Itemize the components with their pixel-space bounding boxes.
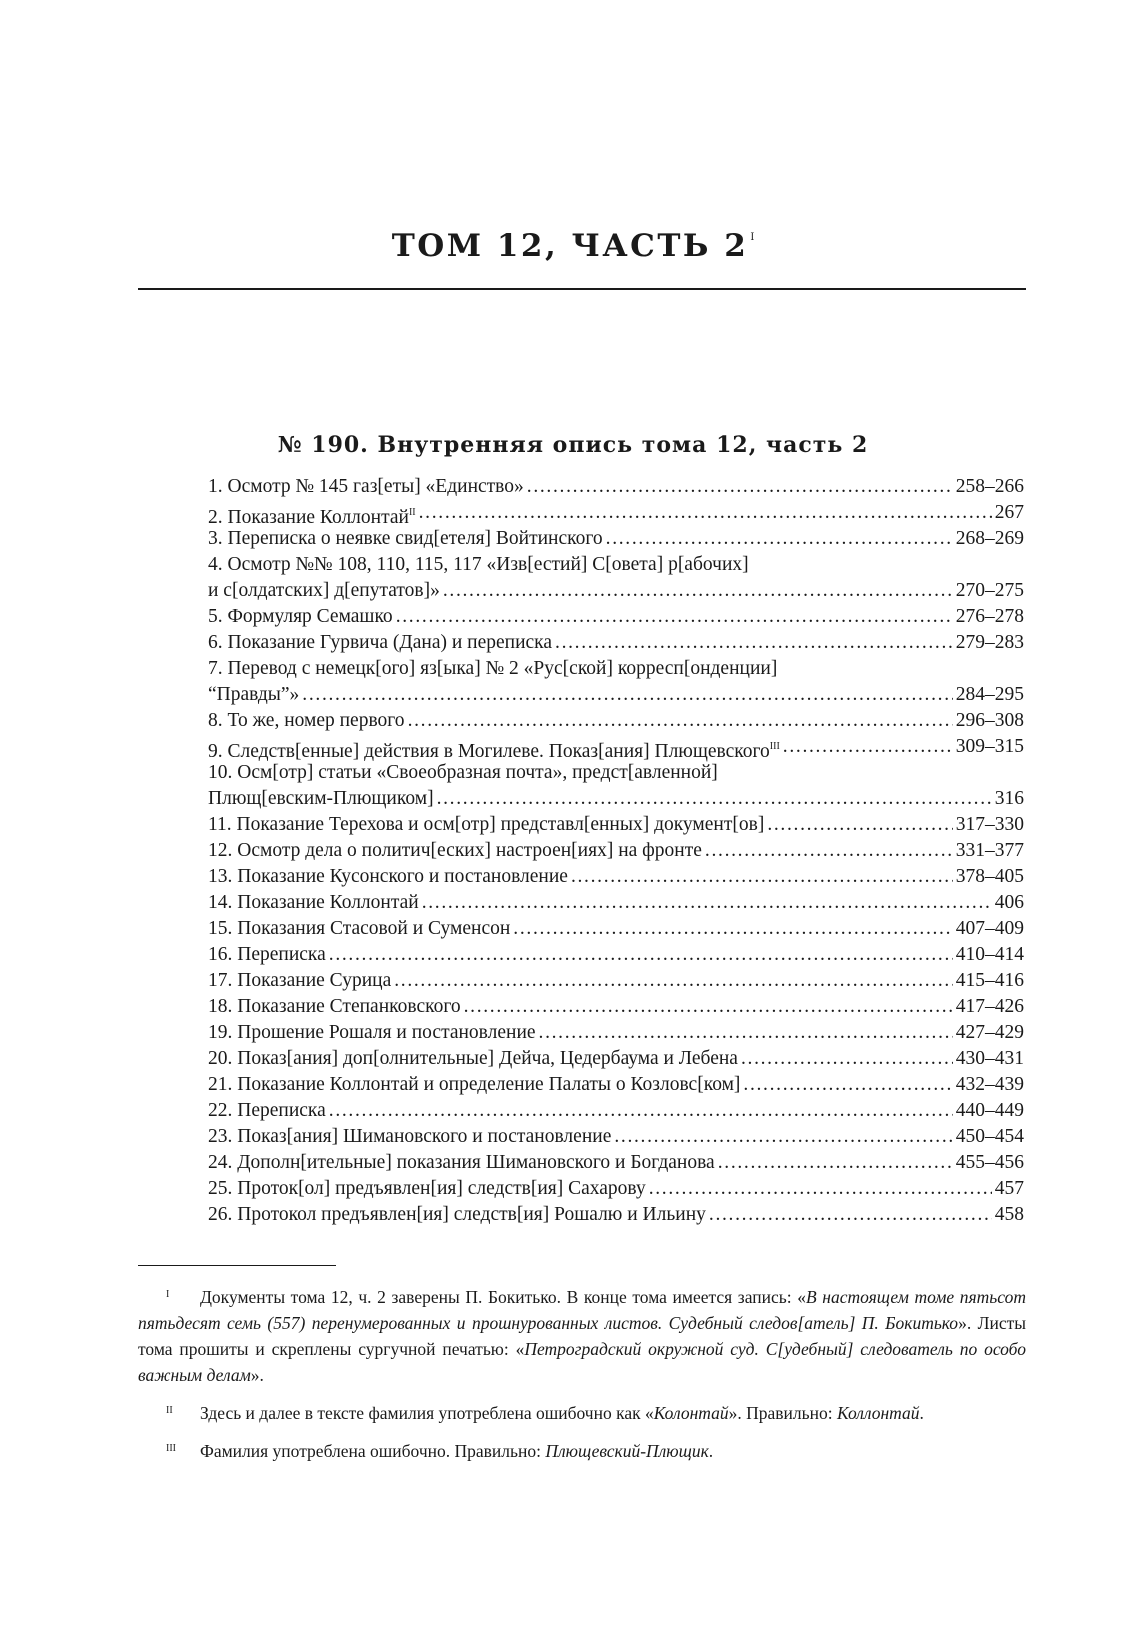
toc-entry bbox=[208, 552, 1024, 578]
footnote bbox=[138, 1436, 1026, 1464]
toc-entry bbox=[208, 682, 1024, 708]
footnote-mark: III bbox=[166, 1443, 176, 1454]
toc-entry-pages: 378–405 bbox=[955, 866, 1024, 887]
footnote-italic-text: Коллонтай bbox=[836, 1403, 920, 1423]
dot-leader bbox=[464, 994, 953, 1020]
dot-leader bbox=[394, 968, 953, 994]
footnote-text: ». Листы тома прошиты и скреплены сургучной печатью: « bbox=[138, 1313, 1026, 1359]
toc-entry-pages: 270–275 bbox=[955, 580, 1024, 601]
dot-leader bbox=[571, 864, 953, 890]
toc-entry-pages: 455–456 bbox=[955, 1152, 1024, 1173]
toc-entry-title: 3. Переписка о неявке свид[етеля] Войтинского bbox=[208, 528, 603, 549]
toc-entry bbox=[208, 1150, 1024, 1176]
footnote-mark: I bbox=[166, 1289, 170, 1300]
dot-leader bbox=[437, 786, 992, 812]
toc-entry-pages: 415–416 bbox=[955, 970, 1024, 991]
table-of-contents bbox=[208, 474, 1024, 1228]
footnote-ref: III bbox=[769, 741, 780, 752]
toc-entry bbox=[208, 994, 1024, 1020]
toc-entry-pages: 267 bbox=[994, 502, 1024, 523]
toc-entry-pages: 440–449 bbox=[955, 1100, 1024, 1121]
dot-leader bbox=[443, 578, 953, 604]
toc-entry-pages: 427–429 bbox=[955, 1022, 1024, 1043]
dot-leader bbox=[649, 1176, 992, 1202]
toc-entry-pages: 432–439 bbox=[955, 1074, 1024, 1095]
dot-leader bbox=[705, 838, 953, 864]
toc-entry-title: “Правды”» bbox=[208, 684, 300, 705]
dot-leader bbox=[513, 916, 952, 942]
dot-leader bbox=[422, 890, 992, 916]
toc-entry bbox=[208, 864, 1024, 890]
toc-entry bbox=[208, 1176, 1024, 1202]
toc-entry-title: 6. Показание Гурвича (Дана) и переписка bbox=[208, 632, 553, 653]
footnote-text: . bbox=[708, 1441, 714, 1461]
toc-entry bbox=[208, 942, 1024, 968]
dot-leader bbox=[709, 1202, 992, 1228]
toc-entry-title: 13. Показание Кусонского и постановление bbox=[208, 866, 568, 887]
toc-entry-pages: 458 bbox=[994, 1204, 1024, 1225]
toc-entry bbox=[208, 838, 1024, 864]
dot-leader bbox=[408, 708, 953, 734]
toc-entry-title: 12. Осмотр дела о политич[еских] настроен[иях] на фронте bbox=[208, 840, 702, 861]
toc-entry-pages: 296–308 bbox=[955, 710, 1024, 731]
toc-entry bbox=[208, 708, 1024, 734]
toc-entry-pages: 407–409 bbox=[955, 918, 1024, 939]
footnote bbox=[138, 1282, 1026, 1388]
toc-entry-title: 10. Осм[отр] статьи «Своеобразная почта», предст[авленной] bbox=[208, 762, 718, 783]
toc-entry-pages: 331–377 bbox=[955, 840, 1024, 861]
toc-entry-title: Плющ[евским-Плющиком] bbox=[208, 788, 434, 809]
title-footnote-mark: I bbox=[750, 232, 755, 243]
footnote-text: ». Правильно: bbox=[728, 1403, 837, 1423]
volume-title-text: ТОМ 12, ЧАСТЬ 2 bbox=[391, 228, 749, 264]
toc-entry-title: 25. Проток[ол] предъявлен[ия] следств[ия] Сахарову bbox=[208, 1178, 646, 1199]
toc-entry-title: 18. Показание Степанковского bbox=[208, 996, 461, 1017]
footnote-text: . bbox=[919, 1403, 924, 1423]
dot-leader bbox=[396, 604, 953, 630]
dot-leader bbox=[614, 1124, 952, 1150]
dot-leader bbox=[743, 1072, 952, 1098]
toc-entry-title: 2. Показание Коллонтай$^{II}$ bbox=[208, 507, 416, 528]
toc-entry-pages: 457 bbox=[994, 1178, 1024, 1199]
toc-entry-title: 26. Протокол предъявлен[ия] следств[ия] Рошалю и Ильину bbox=[208, 1204, 706, 1225]
toc-entry-title: 21. Показание Коллонтай и определение Палаты о Козловс[ком] bbox=[208, 1074, 741, 1095]
toc-entry-title: 11. Показание Терехова и осм[отр] представл[енных] документ[ов] bbox=[208, 814, 765, 835]
footnote-ref: II bbox=[408, 507, 416, 518]
toc-entry-title: 22. Переписка bbox=[208, 1100, 326, 1121]
toc-entry-title: 8. То же, номер первого bbox=[208, 710, 405, 731]
toc-entry-title: 16. Переписка bbox=[208, 944, 326, 965]
toc-entry-pages: 268–269 bbox=[955, 528, 1024, 549]
dot-leader bbox=[718, 1150, 953, 1176]
toc-entry bbox=[208, 890, 1024, 916]
footnote-text: Здесь и далее в тексте фамилия употреблена ошибочно как « bbox=[200, 1403, 654, 1423]
footnote-mark: II bbox=[166, 1405, 173, 1416]
toc-entry bbox=[208, 1098, 1024, 1124]
toc-entry-title: 15. Показания Стасовой и Суменсон bbox=[208, 918, 511, 939]
toc-entry bbox=[208, 968, 1024, 994]
volume-title bbox=[0, 228, 1146, 264]
toc-entry-title: 14. Показание Коллонтай bbox=[208, 892, 419, 913]
toc-entry-title: 4. Осмотр №№ 108, 110, 115, 117 «Изв[естий] С[овета] р[абочих] bbox=[208, 554, 749, 575]
toc-entry-pages: 279–283 bbox=[955, 632, 1024, 653]
dot-leader bbox=[329, 942, 953, 968]
toc-entry bbox=[208, 656, 1024, 682]
toc-entry bbox=[208, 760, 1024, 786]
toc-entry-pages: 316 bbox=[994, 788, 1024, 809]
toc-entry bbox=[208, 1020, 1024, 1046]
toc-entry-title: 23. Показ[ания] Шимановского и постановление bbox=[208, 1126, 612, 1147]
toc-entry-pages: 417–426 bbox=[955, 996, 1024, 1017]
toc-entry bbox=[208, 786, 1024, 812]
toc-entry bbox=[208, 1202, 1024, 1228]
toc-entry bbox=[208, 1124, 1024, 1150]
dot-leader bbox=[767, 812, 952, 838]
toc-entry-title: 9. Следств[енные] действия в Могилеве. Показ[ания] Плющевского$^{III}$ bbox=[208, 741, 780, 762]
footnotes bbox=[138, 1282, 1026, 1474]
document-heading: № 190. Внутренняя опись тома 12, часть 2 bbox=[277, 432, 869, 458]
toc-entry-title: 7. Перевод с немецк[ого] яз[ыка] № 2 «Рус[ской] корресп[онденции] bbox=[208, 658, 778, 679]
toc-entry bbox=[208, 1046, 1024, 1072]
toc-entry bbox=[208, 578, 1024, 604]
dot-leader bbox=[741, 1046, 953, 1072]
toc-entry bbox=[208, 474, 1024, 500]
footnote bbox=[138, 1398, 1026, 1426]
dot-leader bbox=[539, 1020, 953, 1046]
toc-entry bbox=[208, 630, 1024, 656]
footnote-italic-text: Плющевский-Плющик bbox=[545, 1441, 709, 1461]
dot-leader bbox=[329, 1098, 953, 1124]
footnote-rule bbox=[138, 1265, 336, 1266]
footnote-italic-text: В настоящем томе пятьсот пятьдесят семь (557) перенумерованных и прошнурованных листов. Судебный следов[атель] П. Бокитько bbox=[138, 1287, 1026, 1333]
toc-entry-title: 5. Формуляр Семашко bbox=[208, 606, 393, 627]
toc-entry bbox=[208, 526, 1024, 552]
toc-entry-pages: 410–414 bbox=[955, 944, 1024, 965]
toc-entry-pages: 430–431 bbox=[955, 1048, 1024, 1069]
dot-leader bbox=[783, 734, 953, 760]
footnote-italic-text: Петроградский окружной суд. С[удебный] следователь по особо важным делам bbox=[138, 1339, 1026, 1385]
dot-leader bbox=[419, 500, 992, 526]
toc-entry bbox=[208, 916, 1024, 942]
toc-entry-title: 20. Показ[ания] доп[олнительные] Дейча, Цедербаума и Лебена bbox=[208, 1048, 738, 1069]
toc-entry-pages: 258–266 bbox=[955, 476, 1024, 497]
toc-entry-pages: 450–454 bbox=[955, 1126, 1024, 1147]
dot-leader bbox=[555, 630, 953, 656]
toc-entry bbox=[208, 734, 1024, 760]
toc-entry-title: и с[олдатских] д[епутатов]» bbox=[208, 580, 440, 601]
toc-entry-title: 17. Показание Сурица bbox=[208, 970, 392, 991]
toc-entry-pages: 309–315 bbox=[955, 736, 1024, 757]
title-rule bbox=[138, 288, 1026, 290]
dot-leader bbox=[527, 474, 953, 500]
footnote-text: Документы тома 12, ч. 2 заверены П. Бокитько. В конце тома имеется запись: « bbox=[200, 1287, 806, 1307]
dot-leader bbox=[302, 682, 952, 708]
toc-entry-title: 24. Дополн[ительные] показания Шимановского и Богданова bbox=[208, 1152, 715, 1173]
footnote-text: Фамилия употреблена ошибочно. Правильно: bbox=[200, 1441, 546, 1461]
toc-entry bbox=[208, 1072, 1024, 1098]
toc-entry-pages: 276–278 bbox=[955, 606, 1024, 627]
toc-entry bbox=[208, 500, 1024, 526]
toc-entry-pages: 284–295 bbox=[955, 684, 1024, 705]
toc-entry-pages: 317–330 bbox=[955, 814, 1024, 835]
dot-leader bbox=[606, 526, 953, 552]
toc-entry bbox=[208, 812, 1024, 838]
toc-entry-title: 19. Прошение Рошаля и постановление bbox=[208, 1022, 536, 1043]
toc-entry bbox=[208, 604, 1024, 630]
footnote-italic-text: Колонтай bbox=[653, 1403, 729, 1423]
footnote-text: ». bbox=[250, 1365, 264, 1385]
toc-entry-pages: 406 bbox=[994, 892, 1024, 913]
toc-entry-title: 1. Осмотр № 145 газ[еты] «Единство» bbox=[208, 476, 524, 497]
